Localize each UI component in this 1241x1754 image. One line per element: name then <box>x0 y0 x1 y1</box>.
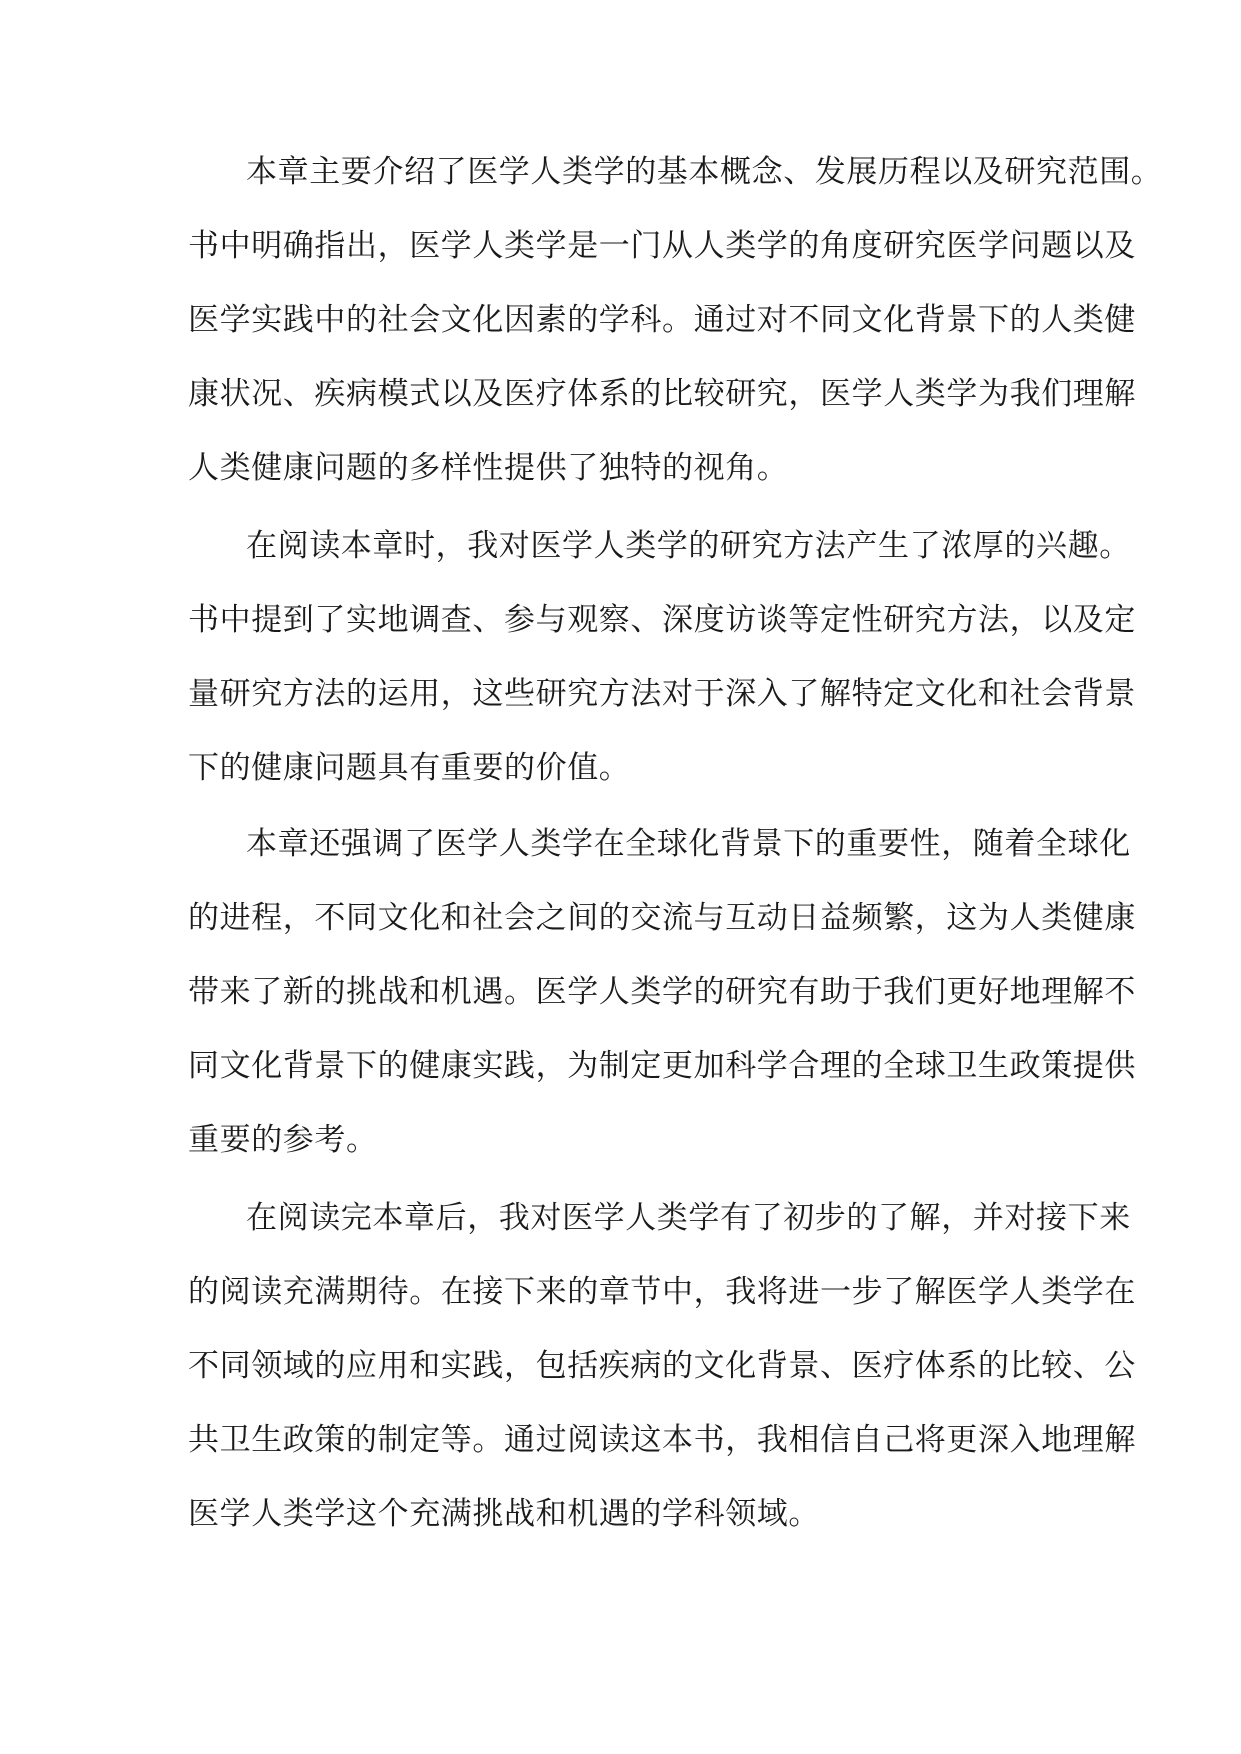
paragraph-2-line-3: 量研究方法的运用，这些研究方法对于深入了解特定文化和社会背景 <box>188 676 1136 712</box>
paragraph-2-line-4: 下的健康问题具有重要的价值。 <box>188 750 631 786</box>
paragraph-3-line-2: 的进程，不同文化和社会之间的交流与互动日益频繁，这为人类健康 <box>188 900 1136 936</box>
paragraph-3-line-3: 带来了新的挑战和机遇。医学人类学的研究有助于我们更好地理解不 <box>188 974 1136 1010</box>
paragraph-4-line-1: 在阅读完本章后，我对医学人类学有了初步的了解，并对接下来 <box>246 1200 1131 1236</box>
paragraph-3-line-1: 本章还强调了医学人类学在全球化背景下的重要性，随着全球化 <box>246 826 1131 862</box>
paragraph-3-line-5: 重要的参考。 <box>188 1122 378 1158</box>
paragraph-4-line-3: 不同领域的应用和实践，包括疾病的文化背景、医疗体系的比较、公 <box>188 1348 1136 1384</box>
paragraph-1-line-3: 医学实践中的社会文化因素的学科。通过对不同文化背景下的人类健 <box>188 302 1136 338</box>
paragraph-4-line-5: 医学人类学这个充满挑战和机遇的学科领域。 <box>188 1496 820 1532</box>
paragraph-4-line-2: 的阅读充满期待。在接下来的章节中，我将进一步了解医学人类学在 <box>188 1274 1136 1310</box>
paragraph-1-line-1: 本章主要介绍了医学人类学的基本概念、发展历程以及研究范围。 <box>246 154 1163 190</box>
paragraph-3-line-4: 同文化背景下的健康实践，为制定更加科学合理的全球卫生政策提供 <box>188 1048 1136 1084</box>
paragraph-4-line-4: 共卫生政策的制定等。通过阅读这本书，我相信自己将更深入地理解 <box>188 1422 1136 1458</box>
paragraph-2-line-2: 书中提到了实地调查、参与观察、深度访谈等定性研究方法，以及定 <box>188 602 1136 638</box>
paragraph-1-line-5: 人类健康问题的多样性提供了独特的视角。 <box>188 450 789 486</box>
paragraph-1-line-4: 康状况、疾病模式以及医疗体系的比较研究，医学人类学为我们理解 <box>188 376 1136 412</box>
paragraph-1-line-2: 书中明确指出，医学人类学是一门从人类学的角度研究医学问题以及 <box>188 228 1136 264</box>
paragraph-2-line-1: 在阅读本章时，我对医学人类学的研究方法产生了浓厚的兴趣。 <box>246 528 1131 564</box>
